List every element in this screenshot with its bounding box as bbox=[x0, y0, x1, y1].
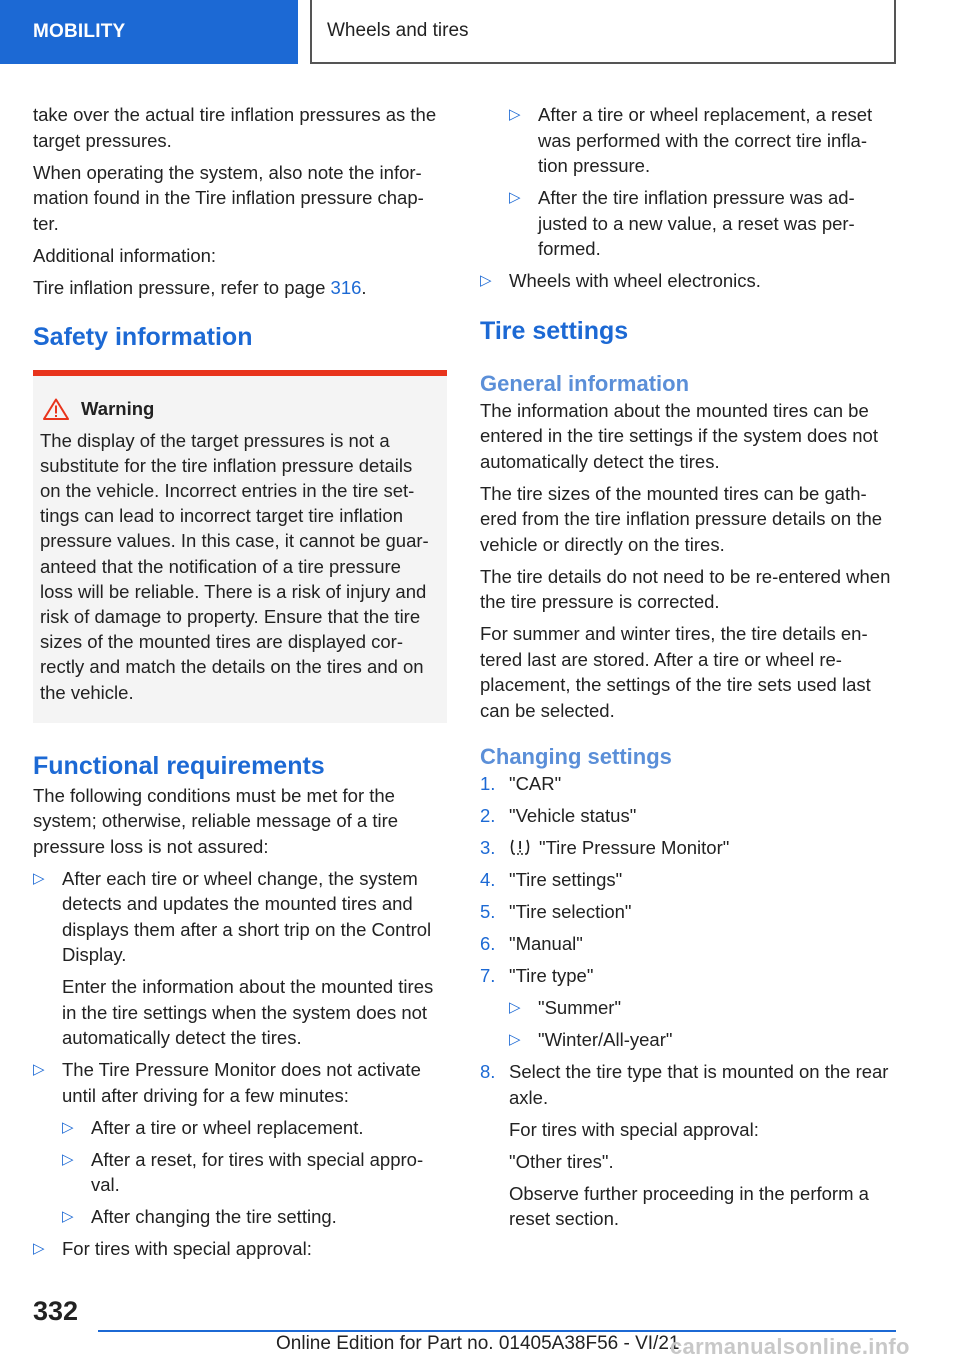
section-title: MOBILITY bbox=[33, 21, 126, 42]
sub-list-item-text: After a tire or wheel replacement, a reset was performed with the correct tire infla- tion pressure. bbox=[538, 104, 873, 176]
triangle-bullet-icon: ▷ bbox=[509, 999, 521, 1016]
sub-list-item-text: After changing the tire setting. bbox=[91, 1206, 337, 1228]
step-note: For tires with special approval: bbox=[509, 1118, 759, 1140]
paragraph: The tire sizes of the mounted tires can be gath- ered from the tire inflation pressure details on the vehicle or directly on the tires. bbox=[480, 482, 883, 555]
step-item bbox=[480, 771, 898, 797]
step-text: "Tire settings" bbox=[509, 869, 623, 890]
heading-tire-settings: Tire settings bbox=[480, 316, 629, 345]
sub-list-item-text: After a reset, for tires with special appro- val. bbox=[91, 1148, 424, 1196]
step-item bbox=[480, 1059, 898, 1232]
sub-list-item-text: "Summer" bbox=[538, 997, 622, 1018]
step-text: "Tire type" bbox=[509, 965, 594, 986]
list-item bbox=[480, 268, 898, 294]
list-item bbox=[33, 1057, 447, 1230]
sub-list-item bbox=[509, 102, 898, 179]
heading-safety-information: Safety information bbox=[33, 323, 253, 351]
step-number: 1. bbox=[480, 773, 496, 794]
sub-list bbox=[509, 995, 898, 1053]
paragraph: For summer and winter tires, the tire details en- tered last are stored. After a tire or wheel re- placement, the settings of the tire sets used last can be selected. bbox=[480, 623, 871, 721]
requirements-list bbox=[33, 866, 447, 1262]
list-item-text: The Tire Pressure Monitor does not activate until after driving for a few minutes: bbox=[62, 1059, 421, 1106]
steps-list bbox=[480, 771, 898, 1232]
step-number: 8. bbox=[480, 1061, 496, 1082]
heading-functional-requirements: Functional requirements bbox=[33, 751, 325, 780]
paragraph: When operating the system, also note the infor- mation found in the Tire inflation pressure chap- ter. bbox=[33, 161, 424, 234]
paragraph-reference bbox=[33, 275, 447, 301]
requirements-list-continued bbox=[480, 102, 898, 262]
warning-header bbox=[40, 396, 437, 422]
reference-suffix: . bbox=[361, 276, 367, 298]
sub-list-item-text: After the tire inflation pressure was ad- justed to a new value, a reset was per- formed. bbox=[538, 187, 855, 259]
step-text: "Tire Pressure Monitor" bbox=[539, 837, 730, 858]
paragraph: take over the actual tire inflation pressures as the target pressures. bbox=[33, 104, 437, 151]
warning-title: Warning bbox=[81, 398, 155, 419]
warning-text: The display of the target pressures is not a substitute for the tire inflation pressure details on the vehicle. Incorrect entries in the tire set- tings can lead to incorrect target tire inflation pressure values. In this case, it cannot be guar- anteed that the notification of a tire pressure loss will be reliable. There is a risk of injury and risk of damage to property. Ensure that the tire sizes of the mounted tires are displayed cor- rectly and match the details on the tires and on the vehicle. bbox=[40, 429, 429, 703]
list-item-extra-text: Enter the information about the mounted tires in the tire settings when the system does not automatically detect the tires. bbox=[62, 976, 434, 1049]
triangle-bullet-icon: ▷ bbox=[33, 1061, 45, 1079]
step-number: 6. bbox=[480, 933, 496, 954]
page-number: 332 bbox=[33, 1296, 79, 1326]
edition-text: Online Edition for Part no. 01405A38F56 - VI/21 bbox=[276, 1333, 680, 1354]
triangle-bullet-icon: ▷ bbox=[33, 1240, 45, 1258]
page-link[interactable]: 316 bbox=[330, 276, 362, 298]
triangle-bullet-icon: ▷ bbox=[33, 869, 45, 887]
paragraph: The information about the mounted tires can be entered in the tire settings if the system does not automatically detect the tires. bbox=[480, 399, 878, 472]
step-number: 2. bbox=[480, 805, 496, 826]
sub-list-item bbox=[509, 185, 898, 262]
step-text: "Manual" bbox=[509, 933, 583, 954]
paragraph: Additional information: bbox=[33, 244, 217, 266]
step-text: "CAR" bbox=[509, 773, 562, 794]
warning-triangle-icon bbox=[43, 398, 69, 420]
list-item bbox=[33, 1236, 447, 1262]
list-item-text: After each tire or wheel change, the system detects and updates the mounted tires and displays them after a short trip on the Control Display. bbox=[62, 867, 432, 966]
sub-list-item bbox=[509, 1027, 898, 1053]
step-item bbox=[480, 931, 898, 957]
watermark: carmanualsonline.info bbox=[670, 1334, 910, 1359]
sub-list-item bbox=[62, 1204, 447, 1230]
requirements-list-continued-top bbox=[480, 268, 898, 294]
sub-list-item bbox=[509, 995, 898, 1021]
reference-text: Tire inflation pressure, refer to page bbox=[33, 276, 331, 298]
list-item-text: Wheels with wheel electronics. bbox=[509, 270, 761, 291]
step-text: Select the tire type that is mounted on the rear axle. bbox=[509, 1061, 889, 1108]
list-item bbox=[33, 866, 447, 1051]
sub-list-item-text: "Winter/All-year" bbox=[538, 1029, 673, 1050]
step-number: 5. bbox=[480, 901, 496, 922]
header-section bbox=[0, 0, 298, 64]
right-column bbox=[480, 102, 898, 1238]
list-item-text: For tires with special approval: bbox=[62, 1238, 312, 1260]
triangle-bullet-icon: ▷ bbox=[62, 1118, 74, 1136]
sub-list-item-text: After a tire or wheel replacement. bbox=[91, 1116, 364, 1138]
step-item bbox=[480, 899, 898, 925]
step-number: 3. bbox=[480, 837, 496, 858]
tire-pressure-warning-icon bbox=[509, 837, 531, 857]
sub-list-item bbox=[62, 1115, 447, 1141]
triangle-bullet-icon: ▷ bbox=[509, 1031, 521, 1048]
step-text: "Tire selection" bbox=[509, 901, 632, 922]
step-item bbox=[480, 963, 898, 1053]
step-item bbox=[480, 803, 898, 829]
triangle-bullet-icon: ▷ bbox=[509, 106, 521, 123]
chapter-title: Wheels and tires bbox=[327, 20, 469, 41]
sub-list-item bbox=[62, 1147, 447, 1198]
step-item bbox=[480, 835, 898, 861]
step-number: 7. bbox=[480, 965, 496, 986]
sub-list bbox=[62, 1115, 447, 1230]
warning-box bbox=[33, 370, 447, 723]
triangle-bullet-icon: ▷ bbox=[62, 1208, 74, 1226]
heading-general-information: General information bbox=[480, 370, 690, 396]
footer-divider bbox=[98, 1330, 896, 1332]
step-item bbox=[480, 867, 898, 893]
step-text: "Vehicle status" bbox=[509, 805, 637, 826]
step-note: Observe further proceeding in the perform a reset section. bbox=[509, 1182, 869, 1229]
triangle-bullet-icon: ▷ bbox=[480, 272, 492, 289]
triangle-bullet-icon: ▷ bbox=[62, 1150, 74, 1168]
step-note: "Other tires". bbox=[509, 1150, 614, 1172]
triangle-bullet-icon: ▷ bbox=[509, 189, 521, 206]
header-chapter bbox=[310, 0, 896, 64]
heading-changing-settings: Changing settings bbox=[480, 744, 672, 769]
step-number: 4. bbox=[480, 869, 496, 890]
left-column bbox=[33, 102, 447, 1268]
paragraph: The tire details do not need to be re-entered when the tire pressure is corrected. bbox=[480, 565, 891, 612]
paragraph: The following conditions must be met for the system; otherwise, reliable message of a tire pressure loss is not assured: bbox=[33, 784, 399, 857]
